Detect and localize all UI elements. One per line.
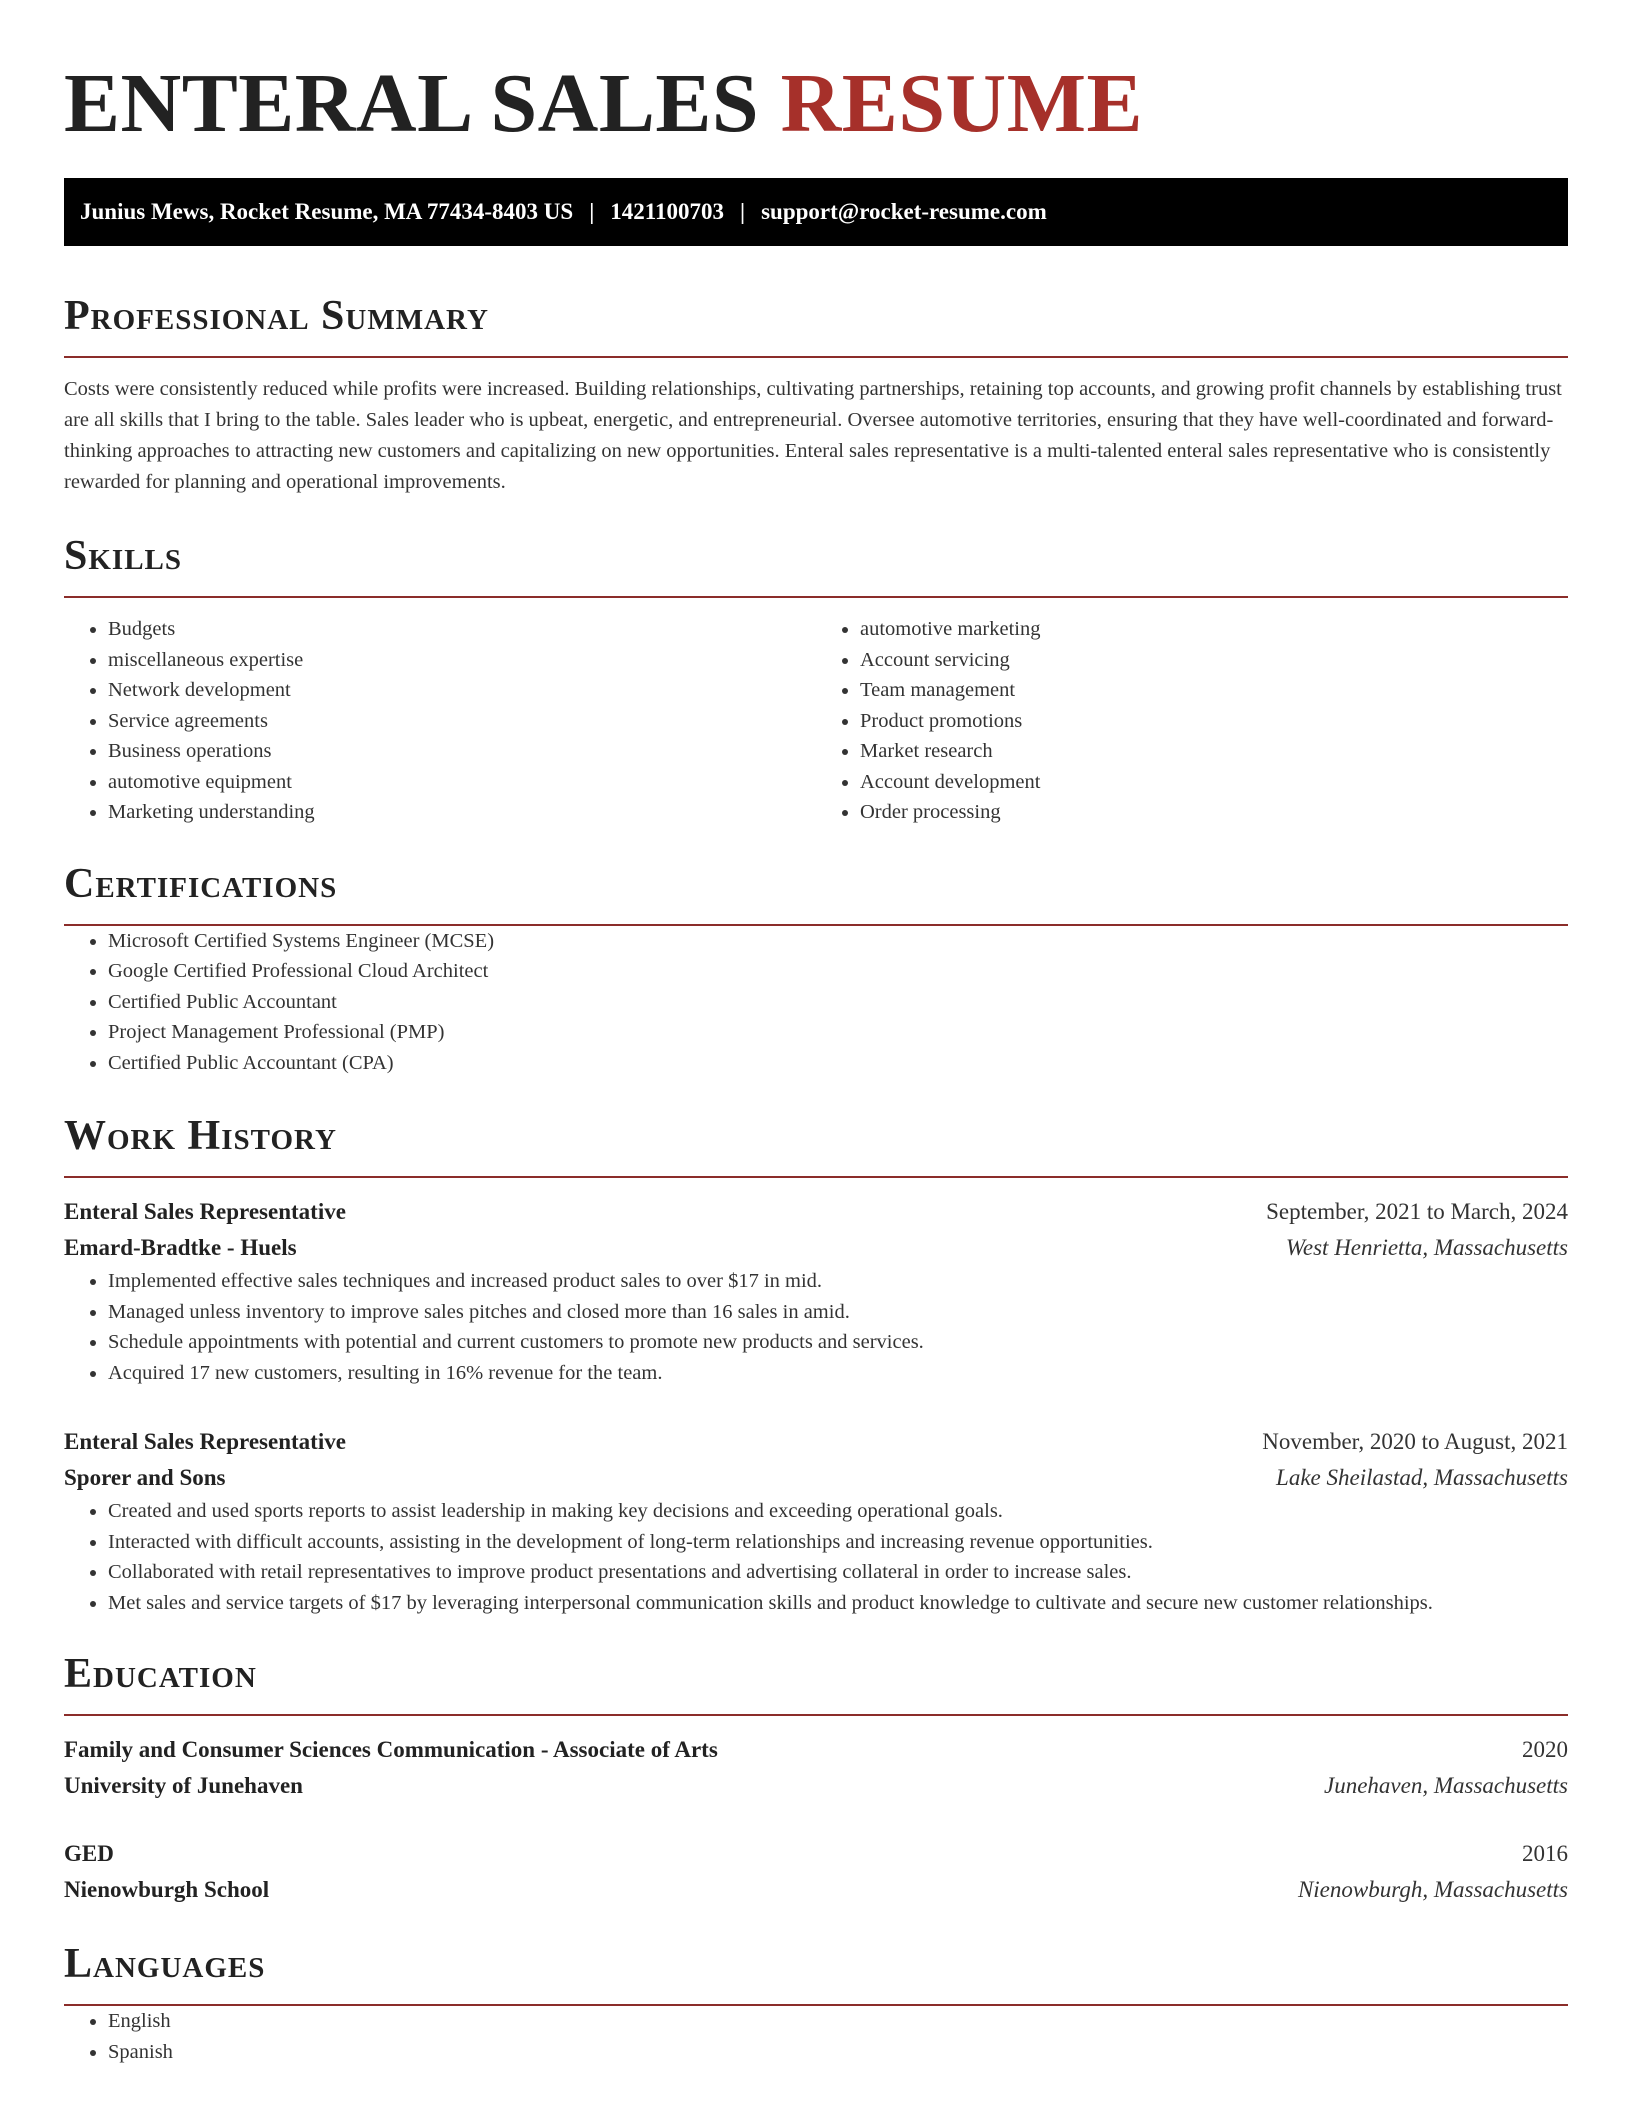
education-year: 2016 [1522,1841,1568,1866]
skill-item: • Account servicing [860,645,1568,676]
contact-address: Junius Mews, Rocket Resume, MA 77434-8403 US [80,199,574,224]
job-header [64,1424,1568,1496]
skills-heading: Skills [64,533,183,579]
education-degree: Family and Consumer Sciences Communication - Associate of Arts [64,1737,718,1762]
job-company: Sporer and Sons [64,1465,226,1490]
languages-list [64,2006,1568,2067]
job-bullet: • Interacted with difficult accounts, assisting in the development of long-term relationships and increasing revenue opportunities. [108,1527,1568,1558]
job-entry [64,1194,1568,1388]
job-bullet: • Acquired 17 new customers, resulting in 16% revenue for the team. [108,1358,1568,1389]
skill-item: • Budgets [108,614,816,645]
job-title: Enteral Sales Representative [64,1199,346,1224]
skills-section [64,530,1568,828]
summary-heading: Professional Summary [64,293,489,339]
contact-email: support@rocket-resume.com [761,199,1047,224]
title-accent: RESUME [780,57,1144,150]
skill-item: • Business operations [108,736,816,767]
job-bullets [64,1266,1568,1388]
job-bullet: • Created and used sports reports to assist leadership in making key decisions and exceeding operational goals. [108,1496,1568,1527]
skills-column-right [816,614,1568,828]
job-header [64,1194,1568,1266]
certification-item: • Microsoft Certified Systems Engineer (MCSE) [108,926,1568,957]
job-dates: September, 2021 to March, 2024 [1266,1199,1568,1224]
education-school: Nienowburgh School [64,1877,270,1902]
education-year: 2020 [1522,1737,1568,1762]
education-location: Junehaven, Massachusetts [1324,1773,1568,1798]
contact-separator: | [589,199,595,224]
section-divider [64,596,1568,598]
skill-item: • Product promotions [860,706,1568,737]
section-divider [64,1176,1568,1178]
education-section [64,1648,1568,1908]
skills-grid [64,614,1568,828]
section-divider [64,356,1568,358]
summary-section [64,290,1568,498]
skills-column-left [64,614,816,828]
contact-phone: 1421100703 [610,199,725,224]
certifications-section [64,858,1568,1079]
skill-item: • Order processing [860,797,1568,828]
title-main: ENTERAL SALES [64,57,760,150]
contact-bar [64,178,1568,246]
skill-item: • Network development [108,675,816,706]
education-entry [64,1836,1568,1908]
certification-item: • Certified Public Accountant (CPA) [108,1048,1568,1079]
job-bullet: • Implemented effective sales techniques and increased product sales to over $17 in mid. [108,1266,1568,1297]
section-divider [64,1714,1568,1716]
work-history-heading: Work History [64,1113,337,1159]
education-degree: GED [64,1841,114,1866]
summary-text: Costs were consistently reduced while profits were increased. Building relationships, cultivating partnerships, retaining top accounts, and growing profit channels by establishing trust are all skills that I bring to the table. Sales leader who is upbeat, energetic, and entrepreneurial. Oversee automotive territories, ensuring that they have well-coordinated and forward-thinking approaches to attracting new customers and capitalizing on new opportunities. Enteral sales representative is a multi-talented enteral sales representative who is consistently rewarded for planning and operational improvements. [64,378,1562,493]
languages-heading: Languages [64,1941,266,1987]
contact-separator: | [740,199,746,224]
job-dates: November, 2020 to August, 2021 [1262,1429,1568,1454]
skill-item: • Market research [860,736,1568,767]
skill-item: • automotive equipment [108,767,816,798]
education-entry [64,1732,1568,1804]
skill-item: • miscellaneous expertise [108,645,816,676]
skill-item: • Service agreements [108,706,816,737]
skill-item: • Account development [860,767,1568,798]
job-title: Enteral Sales Representative [64,1429,346,1454]
job-bullet: • Managed unless inventory to improve sales pitches and closed more than 16 sales in amid. [108,1297,1568,1328]
job-location: Lake Sheilastad, Massachusetts [1276,1465,1568,1490]
job-entry [64,1424,1568,1618]
job-bullet: • Schedule appointments with potential and current customers to promote new products and services. [108,1327,1568,1358]
certifications-heading: Certifications [64,860,338,907]
language-item: • Spanish [108,2037,1568,2068]
job-bullet: • Met sales and service targets of $17 by leveraging interpersonal communication skills and product knowledge to cultivate and secure new customer relationships. [108,1588,1568,1619]
education-heading: Education [64,1651,257,1697]
education-school: University of Junehaven [64,1773,303,1798]
education-location: Nienowburgh, Massachusetts [1297,1877,1568,1902]
certifications-list [64,926,1568,1079]
language-item: • English [108,2006,1568,2037]
skill-item: • Marketing understanding [108,797,816,828]
job-bullets [64,1496,1568,1618]
job-bullet: • Collaborated with retail representatives to improve product presentations and advertising collateral in order to increase sales. [108,1557,1568,1588]
skill-item: • Team management [860,675,1568,706]
resume-title [64,56,1568,152]
certification-item: • Google Certified Professional Cloud Architect [108,956,1568,987]
skill-item: • automotive marketing [860,614,1568,645]
job-company: Emard-Bradtke - Huels [64,1235,297,1260]
job-location: West Henrietta, Massachusetts [1285,1235,1568,1260]
certification-item: • Certified Public Accountant [108,987,1568,1018]
languages-section [64,1938,1568,2067]
work-history-section [64,1110,1568,1618]
certification-item: • Project Management Professional (PMP) [108,1017,1568,1048]
